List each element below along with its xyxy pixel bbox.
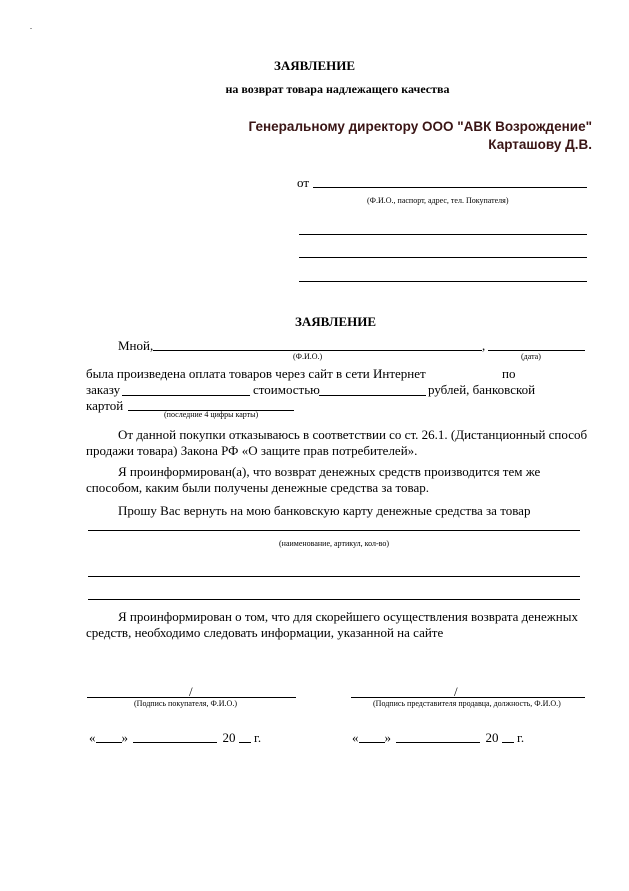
card-hint: (последние 4 цифры карты) [164,410,259,419]
year-prefix: 20 [485,730,499,745]
buyer-month-field[interactable] [133,730,217,743]
addressee-line-1: Генеральному директору ООО "АВК Возрождение" [248,119,592,134]
seller-month-field[interactable] [396,730,480,743]
corner-mark: . [30,22,32,31]
goods-hint: (наименование, артикул, кол-во) [279,539,390,548]
inform-paragraph-line-1: Я проинформирован(а), что возврат денежных средств производится тем же [118,464,541,479]
seller-day-field[interactable] [359,730,385,743]
date-hint: (дата) [521,352,541,361]
card-label: картой [86,398,124,413]
seller-signature-field[interactable] [351,697,585,698]
buyer-day-field[interactable] [96,730,122,743]
buyer-year-field[interactable] [239,730,251,743]
buyer-signature-slash: / [189,684,193,699]
from-hint: (Ф.И.О., паспорт, адрес, тел. Покупателя) [367,196,509,205]
statement-title: ЗАЯВЛЕНИЕ [294,314,377,329]
cost-label: стоимостью [253,382,320,397]
cost-field[interactable] [319,395,426,396]
addressee-line-2: Карташову Д.В. [488,137,592,152]
close-quote: » [121,730,128,745]
fio-hint: (Ф.И.О.) [293,352,323,361]
order-label: заказу [86,382,121,397]
year-suffix: г. [254,730,262,745]
po-label: по [502,366,516,381]
from-line-4[interactable] [299,281,587,282]
from-fio-field[interactable] [313,187,587,188]
year-prefix: 20 [222,730,236,745]
from-label: от [297,175,310,190]
goods-field[interactable] [88,530,580,531]
inform-paragraph-line-2: способом, каким были получены денежные средства за товар. [86,480,429,495]
page-title: ЗАЯВЛЕНИЕ [273,58,356,73]
final-paragraph-line-1: Я проинформирован о том, что для скорейшего осуществления возврата денежных [118,609,578,624]
mnoy-label: Мной, [118,338,154,353]
seller-signature-hint: (Подпись представителя продавца, должность, Ф.И.О.) [373,699,561,708]
open-quote: « [89,730,96,745]
close-quote: » [384,730,391,745]
seller-signature-slash: / [454,684,458,699]
comma: , [482,338,486,353]
date-field[interactable] [488,350,585,351]
from-line-3[interactable] [299,257,587,258]
rub-label: рублей, банковской [428,382,536,397]
buyer-date [89,730,261,746]
order-number-field[interactable] [122,395,250,396]
fio-field[interactable] [153,350,482,351]
from-line-2[interactable] [299,234,587,235]
open-quote: « [352,730,359,745]
goods-line-3[interactable] [88,599,580,600]
page-subtitle: на возврат товара надлежащего качества [225,82,450,96]
request-paragraph: Прошу Вас вернуть на мою банковскую карту денежные средства за товар [118,503,531,518]
refuse-paragraph-line-1: От данной покупки отказываюсь в соответствии со ст. 26.1. (Дистанционный способ [118,427,588,442]
refuse-paragraph-line-2: продажи товара) Закона РФ «О защите прав потребителей». [86,443,418,458]
final-paragraph-line-2: средств, необходимо следовать информации, указанной на сайте [86,625,444,640]
buyer-signature-hint: (Подпись покупателя, Ф.И.О.) [134,699,237,708]
year-suffix: г. [517,730,525,745]
seller-year-field[interactable] [502,730,514,743]
seller-date [352,730,524,746]
goods-line-2[interactable] [88,576,580,577]
paid-line: была произведена оплата товаров через сайт в сети Интернет [86,366,426,381]
